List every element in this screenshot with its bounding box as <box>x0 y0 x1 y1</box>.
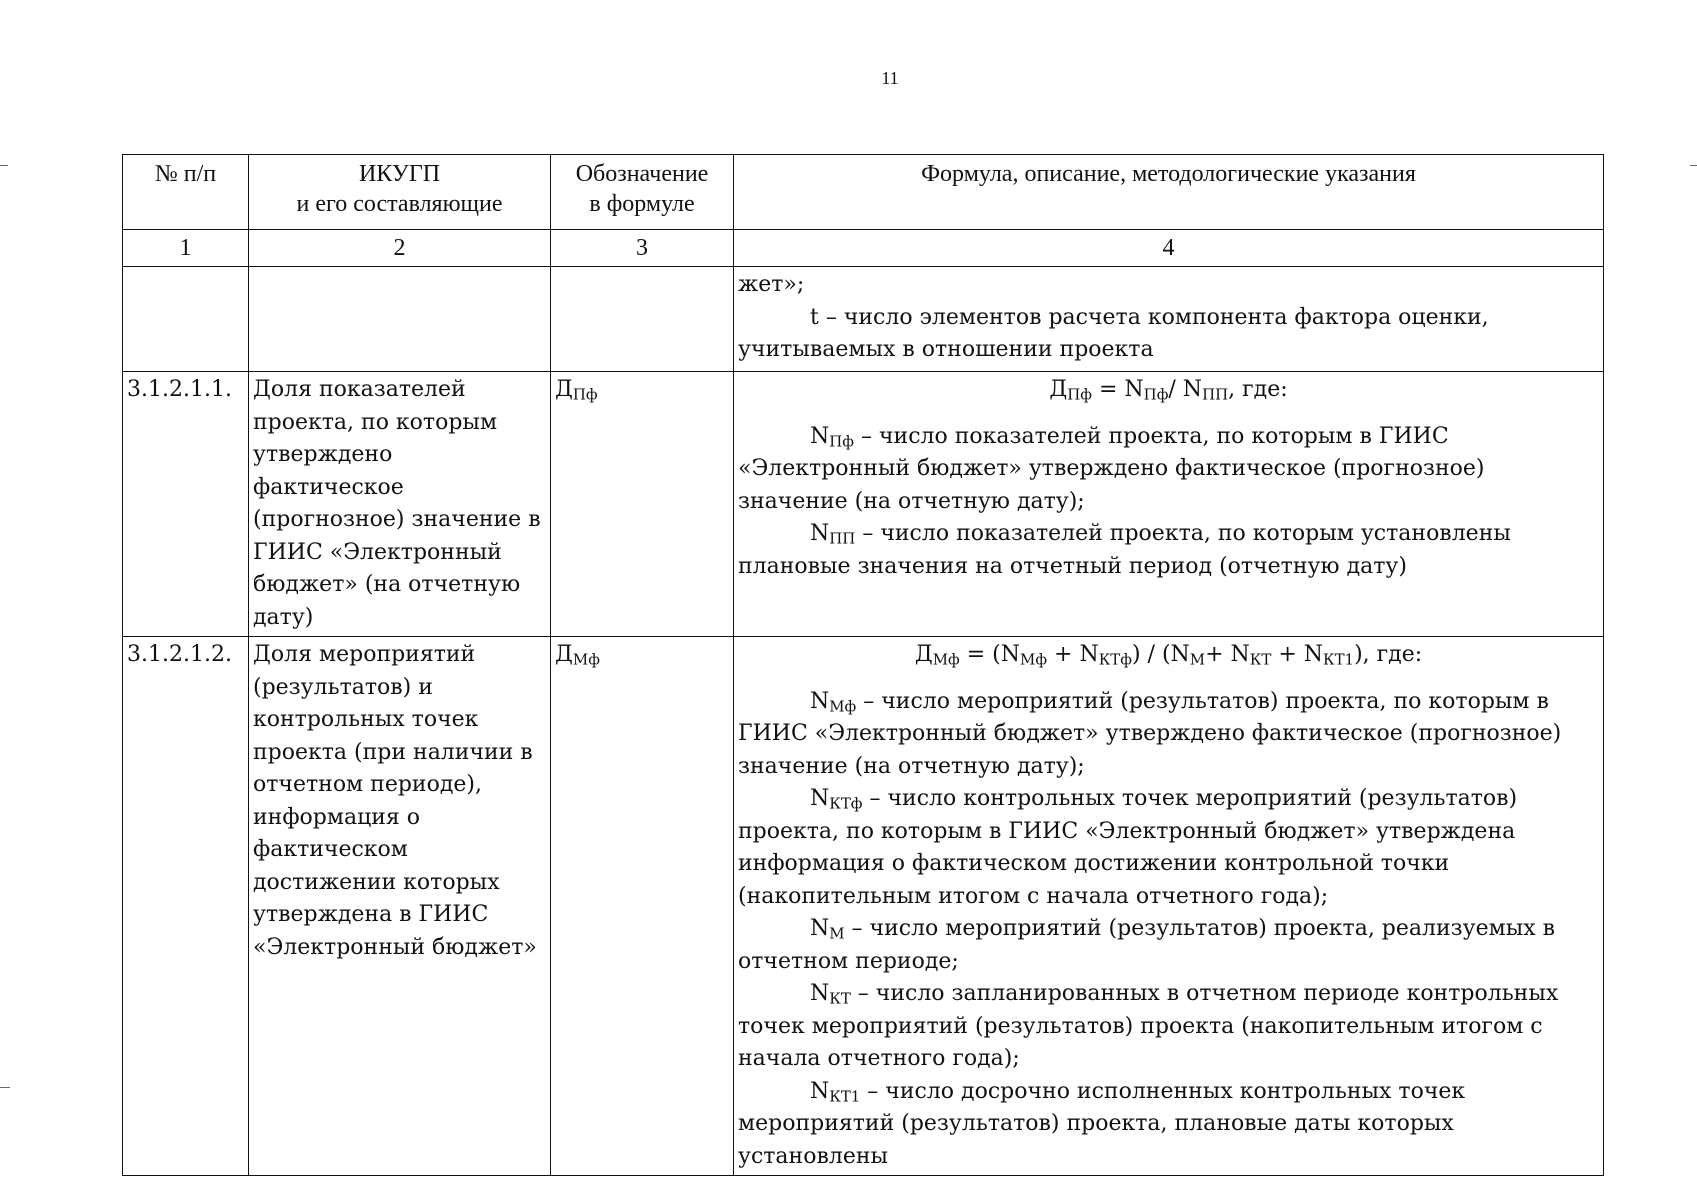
formula-description <box>734 637 1604 1176</box>
scan-edge-mark <box>0 1087 10 1088</box>
definition: $N_{КТф}$ – число контрольных точек мероприятий (результатов) проекта, по которым в ГИИС «Электронный бюджет» утверждена информация о фактическом достижении контрольной точки (накопительным итогом с начала отчетного года); <box>738 786 1518 909</box>
definition: $N_{КТ1}$ – число досрочно исполненных контрольных точек мероприятий (результатов) проекта, плановые даты которых установлены <box>738 1078 1466 1169</box>
definition: $N_{Мф}$ – число мероприятий (результатов) проекта, по которым в ГИИС «Электронный бюджет» утверждено фактическое (прогнозное) значение (на отчетную дату); <box>738 688 1562 779</box>
definition: $N_{ПП}$ – число показателей проекта, по которым установлены плановые значения на отчетный период (отчетную дату) <box>738 521 1511 579</box>
indicator-title: Доля мероприятий (результатов) и контрольных точек проекта (при наличии в отчетном периоде), информация о фактическом достижении которых утверждена в ГИИС «Электронный бюджет» <box>249 637 551 1176</box>
column-number: 4 <box>734 230 1604 267</box>
column-number: 1 <box>123 230 249 267</box>
formula-symbol: $Д_{Пф}$ <box>551 372 734 637</box>
formula-description <box>734 372 1604 637</box>
table-row <box>123 372 1604 637</box>
table-header-row <box>123 155 1604 230</box>
header-formula: Формула, описание, методологические указания <box>734 155 1604 230</box>
table-row <box>123 637 1604 1176</box>
scan-edge-mark <box>0 165 8 166</box>
formula: $Д_{Пф} = N_{Пф}/$ $N_{ПП}$, где: <box>1049 377 1288 404</box>
row-number: 3.1.2.1.1. <box>123 372 249 637</box>
cell-empty <box>123 267 249 372</box>
column-number: 3 <box>551 230 734 267</box>
formula-symbol: $Д_{Мф}$ <box>551 637 734 1176</box>
cell-empty <box>551 267 734 372</box>
row-number: 3.1.2.1.2. <box>123 637 249 1176</box>
header-symbol: Обозначение в формуле <box>551 155 734 230</box>
page-number: 11 <box>881 68 899 88</box>
cell-empty <box>249 267 551 372</box>
continuation-text: жет»; t – число элементов расчета компонента фактора оценки, учитываемых в отношении проекта <box>734 267 1604 372</box>
column-number-row <box>123 230 1604 267</box>
table-row <box>123 267 1604 372</box>
definition: $N_{Пф}$ – число показателей проекта, по которым в ГИИС «Электронный бюджет» утверждено фактическое (прогнозное) значение (на отчетную дату); <box>738 423 1485 514</box>
definition: $N_М$ – число мероприятий (результатов) проекта, реализуемых в отчетном периоде; <box>738 916 1556 974</box>
header-indicator: ИКУГП и его составляющие <box>249 155 551 230</box>
column-number: 2 <box>249 230 551 267</box>
header-number: № п/п <box>123 155 249 230</box>
methodology-table <box>122 154 1604 1176</box>
definition: $N_{КТ}$ – число запланированных в отчетном периоде контрольных точек мероприятий (результатов) проекта (накопительным итогом с начала отчетного года); <box>738 981 1559 1071</box>
scan-edge-mark <box>1690 165 1697 166</box>
indicator-title: Доля показателей проекта, по которым утверждено фактическое (прогнозное) значение в ГИИС «Электронный бюджет» (на отчетную дату) <box>249 372 551 637</box>
formula: $Д_{Мф} = (N_{Мф} + N_{КТф}) / (N_М+ N_{КТ} + N_{КТ1})$, где: <box>914 642 1423 669</box>
